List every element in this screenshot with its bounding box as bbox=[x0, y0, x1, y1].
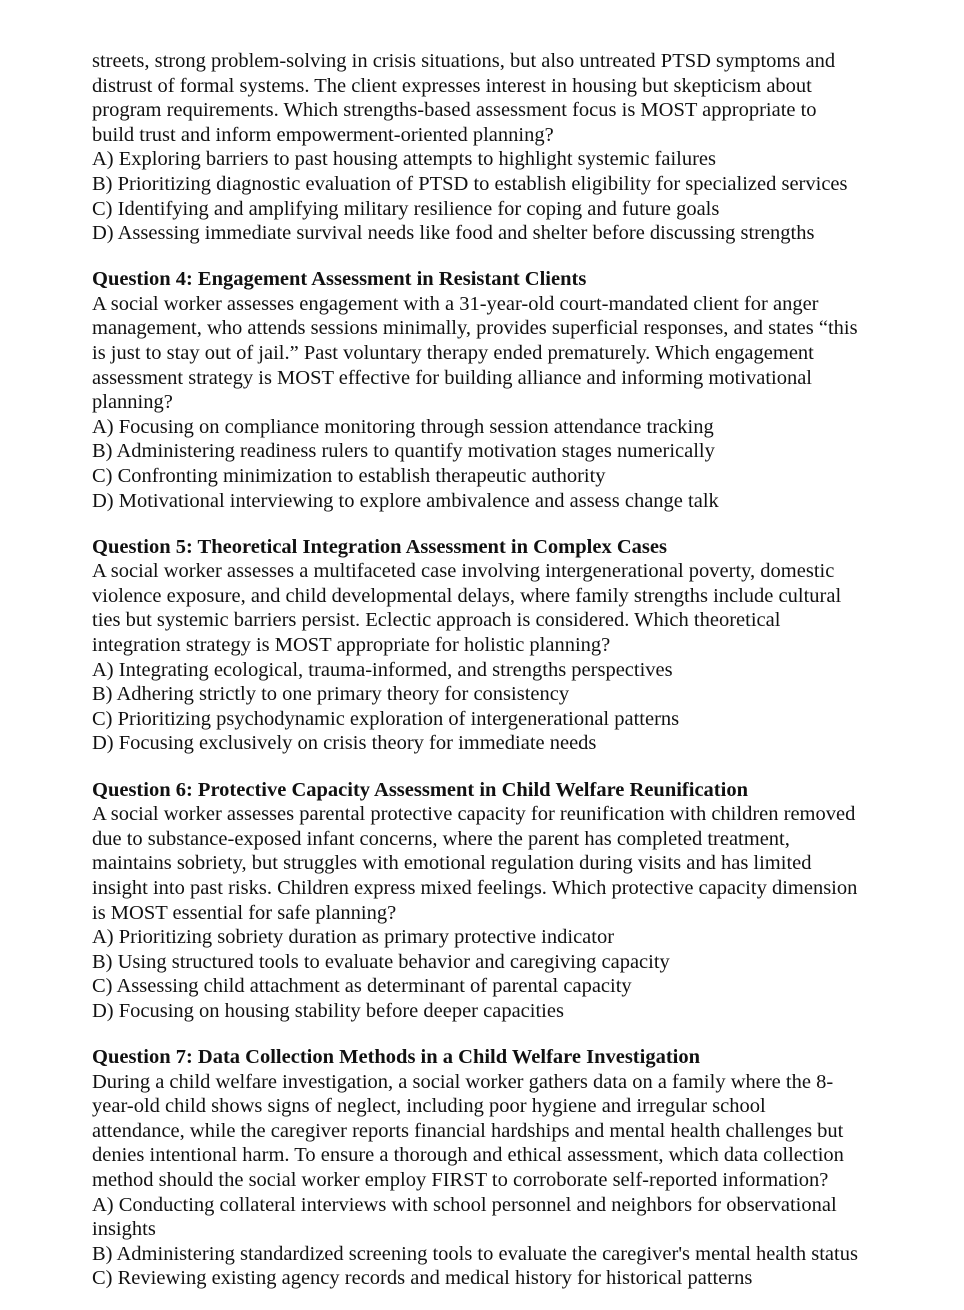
stem-line: maintains sobriety, but struggles with emotional regulation during visits and has limited bbox=[92, 852, 812, 875]
answer-option-d: D) Motivational interviewing to explore ambivalence and assess change talk bbox=[92, 489, 719, 512]
stem-line: is MOST essential for safe planning? bbox=[92, 901, 397, 924]
answer-option-d: D) Focusing on housing stability before deeper capacities bbox=[92, 999, 564, 1022]
stem-line: method should the social worker employ FIRST to corroborate self-reported information? bbox=[92, 1168, 829, 1191]
question-title: Question 5: Theoretical Integration Assessment in Complex Cases bbox=[92, 535, 667, 558]
answer-option-a: A) Integrating ecological, trauma-informed, and strengths perspectives bbox=[92, 658, 673, 681]
answer-option-b: B) Administering standardized screening tools to evaluate the caregiver's mental health status bbox=[92, 1242, 858, 1265]
answer-option-c: C) Confronting minimization to establish therapeutic authority bbox=[92, 465, 606, 487]
answer-option-b: B) Using structured tools to evaluate behavior and caregiving capacity bbox=[92, 950, 670, 973]
question-7 bbox=[92, 1045, 922, 1291]
question-6 bbox=[92, 778, 922, 1024]
answer-option-d: D) Assessing immediate survival needs like food and shelter before discussing strengths bbox=[92, 222, 815, 245]
stem-line: A social worker assesses parental protective capacity for reunification with children removed bbox=[92, 803, 856, 826]
answer-option-b: B) Administering readiness rulers to quantify motivation stages numerically bbox=[92, 440, 715, 463]
spacer bbox=[92, 1023, 922, 1045]
document-page bbox=[92, 49, 922, 1291]
stem-line: denies intentional harm. To ensure a thorough and ethical assessment, which data collection bbox=[92, 1144, 844, 1167]
answer-option-c: C) Reviewing existing agency records and medical history for historical patterns bbox=[92, 1267, 753, 1290]
question-title: Question 4: Engagement Assessment in Resistant Clients bbox=[92, 268, 587, 291]
stem-line: year-old child shows signs of neglect, including poor hygiene and irregular school bbox=[92, 1095, 766, 1118]
stem-line: streets, strong problem-solving in crisis situations, but also untreated PTSD symptoms and bbox=[92, 50, 836, 72]
stem-line: program requirements. Which strengths-based assessment focus is MOST appropriate to bbox=[92, 99, 817, 122]
stem-line: integration strategy is MOST appropriate for holistic planning? bbox=[92, 634, 611, 657]
stem-line: violence exposure, and child developmental delays, where family strengths include cultural bbox=[92, 584, 842, 607]
question-title: Question 6: Protective Capacity Assessment in Child Welfare Reunification bbox=[92, 778, 748, 801]
stem-line: attendance, while the caregiver reports financial hardships and mental health challenges but bbox=[92, 1119, 844, 1142]
stem-line: A social worker assesses a multifaceted case involving intergenerational poverty, domestic bbox=[92, 560, 835, 583]
stem-line: build trust and inform empowerment-oriented planning? bbox=[92, 123, 554, 146]
spacer bbox=[92, 756, 922, 778]
answer-option-b: B) Prioritizing diagnostic evaluation of PTSD to establish eligibility for specialized services bbox=[92, 172, 848, 195]
stem-line: management, who attends sessions minimally, provides superficial responses, and states “this bbox=[92, 317, 858, 340]
question-5 bbox=[92, 535, 922, 756]
answer-option-a: A) Prioritizing sobriety duration as primary protective indicator bbox=[92, 926, 615, 949]
answer-option-a: A) Exploring barriers to past housing attempts to highlight systemic failures bbox=[92, 148, 717, 171]
answer-option-d: D) Focusing exclusively on crisis theory for immediate needs bbox=[92, 732, 597, 755]
answer-option-b: B) Adhering strictly to one primary theory for consistency bbox=[92, 683, 570, 706]
question-title: Question 7: Data Collection Methods in a Child Welfare Investigation bbox=[92, 1045, 700, 1068]
stem-line: due to substance-exposed infant concerns, where the parent has completed treatment, bbox=[92, 827, 790, 850]
stem-line: planning? bbox=[92, 391, 173, 414]
answer-option-c: C) Prioritizing psychodynamic exploration of intergenerational patterns bbox=[92, 707, 680, 730]
stem-line: distrust of formal systems. The client expresses interest in housing but skepticism about bbox=[92, 74, 812, 97]
stem-line: insight into past risks. Children express mixed feelings. Which protective capacity dimension bbox=[92, 876, 858, 899]
question-3-continuation bbox=[92, 49, 922, 246]
stem-line: is just to stay out of jail.” Past voluntary therapy ended prematurely. Which engagement bbox=[92, 342, 814, 365]
question-4 bbox=[92, 267, 922, 513]
spacer bbox=[92, 513, 922, 535]
spacer bbox=[92, 246, 922, 268]
stem-line: During a child welfare investigation, a social worker gathers data on a family where the 8- bbox=[92, 1070, 834, 1093]
answer-option-a: A) Focusing on compliance monitoring through session attendance tracking bbox=[92, 415, 714, 438]
stem-line: ties but systemic barriers persist. Eclectic approach is considered. Which theoretical bbox=[92, 609, 781, 632]
stem-line: assessment strategy is MOST effective for building alliance and informing motivational bbox=[92, 366, 813, 389]
answer-option-a: A) Conducting collateral interviews with school personnel and neighbors for observational insights bbox=[92, 1193, 837, 1241]
answer-option-c: C) Assessing child attachment as determinant of parental capacity bbox=[92, 975, 632, 998]
stem-line: A social worker assesses engagement with a 31-year-old court-mandated client for anger bbox=[92, 292, 819, 315]
answer-option-c: C) Identifying and amplifying military resilience for coping and future goals bbox=[92, 197, 720, 220]
